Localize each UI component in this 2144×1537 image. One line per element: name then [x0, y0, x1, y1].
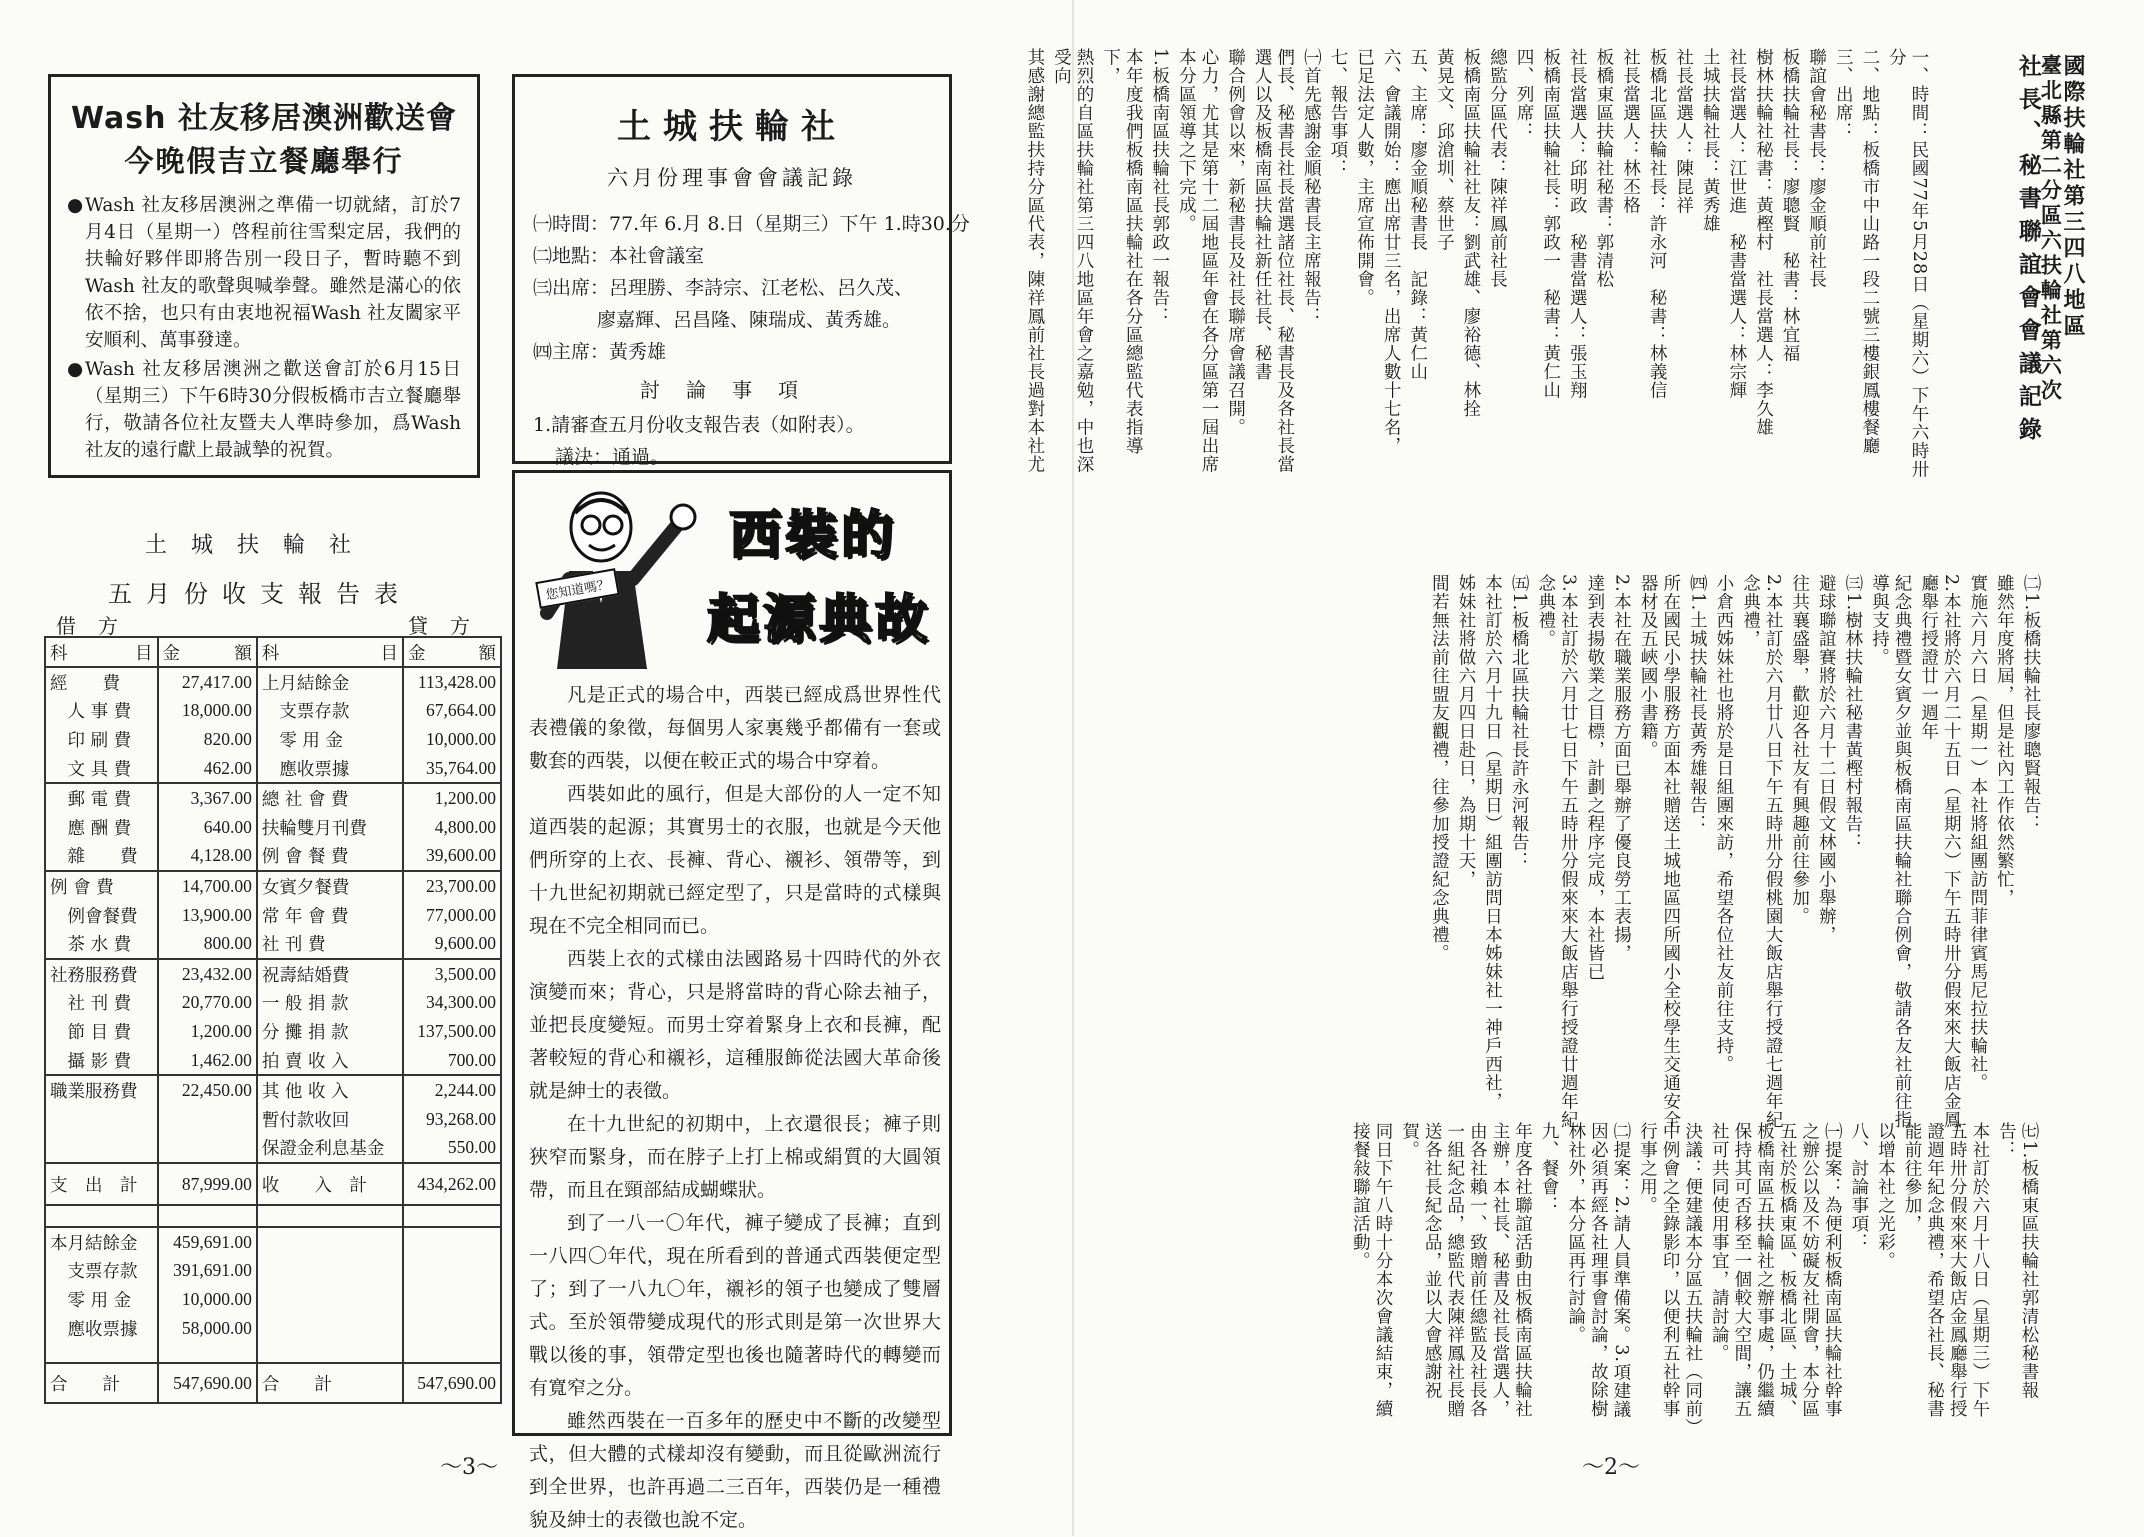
item-cell: 女賓夕餐費 [257, 871, 403, 901]
minutes-topic-heading: 討論事項 [640, 378, 824, 402]
balance-rows [45, 1227, 501, 1342]
table-row [45, 842, 501, 872]
item-cell: 上月結餘金 [257, 667, 403, 697]
minutes-line: 往共襄盛舉，歡迎各社友有興趣前往參加。 [1789, 574, 1810, 926]
amount-cell: 3,367.00 [158, 783, 257, 813]
expense-total-value: 87,999.00 [158, 1163, 257, 1205]
minutes-line: 避球聯誼賽將於六月十二日假文林國小舉辦， [1816, 574, 1837, 944]
amount-cell: 3,500.00 [403, 959, 501, 989]
minutes-line: 二、地點：板橋市中山路一段二號三樓銀鳳樓餐廳 [1859, 48, 1880, 455]
amount-cell: 1,200.00 [403, 783, 501, 813]
minutes-line: 六、會議開始：應出席廿三名，出席人數十七名， [1381, 48, 1402, 455]
bullet-icon: ● [67, 195, 84, 216]
amount-cell [158, 1105, 257, 1134]
amount-cell: 800.00 [158, 929, 257, 959]
item-cell: 節 目 費 [45, 1017, 158, 1046]
item-cell: 拍 賣 收 入 [257, 1046, 403, 1076]
item-cell: 社務服務費 [45, 959, 158, 989]
amount-cell: 58,000.00 [158, 1314, 257, 1343]
amount-cell: 23,700.00 [403, 871, 501, 901]
wash-item-text: Wash 社友移居澳洲之歡送會訂於6月15日（星期三）下午6時30分假板橋市吉立餐廳舉行，敬請各位社友暨夫人準時參加，爲Wash 社友的遠行獻上最誠摯的祝賀。 [85, 359, 461, 461]
amount-cell: 4,128.00 [158, 842, 257, 872]
finance-club-name: 土城扶輪社 [144, 533, 375, 558]
finance-debit-label: 借方 [56, 614, 140, 638]
article-paragraph: 西裝如此的風行，但是大部份的人一定不知道西裝的起源；其實男士的衣服，也就是今天他們所穿的上衣、長褲、背心、襯衫、領帶等，到十九世紀初期就已經定型了，只是當時的式樣與現在不完全相同而已。 [529, 783, 941, 937]
minutes-line: 紀念典禮暨女賓夕並與板橋南區扶輪社聯合例會，敬請各友社前往指導與支持。 [1869, 574, 1913, 1129]
minutes-line: 九、餐會： [1539, 1122, 1560, 1215]
amount-cell: 27,417.00 [158, 667, 257, 697]
amount-cell: 462.00 [158, 754, 257, 784]
minutes-line: 實施六月六日（星期一）本社將組團訪問菲律賓馬尼拉扶輪社。 [1967, 574, 1988, 1092]
meeting-top-block [1024, 48, 2040, 488]
meeting-mid-block [1094, 574, 2042, 1134]
minutes-line: 所在國民小學服務方面本社贈送土城地區四所國小全校學生交通安全器材及五峽國小書籍。 [1638, 574, 1681, 1129]
minutes-line: 社長當選人：陳昆祥 [1673, 48, 1694, 215]
header-district: 國際扶輪社第三四八地區 [2060, 54, 2086, 340]
minutes-club-name: 土城扶輪社 [617, 107, 847, 147]
item-cell: 雜 費 [45, 842, 158, 872]
minutes-line: 熱烈的自區扶輪社第三四八地區年會之嘉勉，中也深受向 [1051, 48, 1094, 474]
minutes-line: 小倉西姊妹社也將於是日組團來訪，希望各位社友前往支持。 [1713, 574, 1734, 1074]
amount-cell [158, 1134, 257, 1164]
man-cartoon-icon [529, 483, 709, 669]
minutes-line: ㈡1.板橋扶輪社長廖聰賢報告： [2021, 574, 2041, 834]
minutes-line: 3.本社訂於六月廿七日下午五時卅分假來來大飯店舉行授證廿週年紀念典禮。 [1535, 574, 1579, 1130]
minutes-line: ㈡提案：2.請人員準備案。3.項建議因必須再經各社理事會討論，故除樹林社外，本分區再行討論。 [1565, 1122, 1631, 1419]
wash-item-text: Wash 社友移居澳洲之準備一切就緒，訂於7月4日（星期一）啓程前往雪梨定居，我們的扶輪好夥伴即將告別一段日子，暫時聽不到Wash 社友的歌聲與喊拳聲。雖然是滿心的依依不捨，也只有由衷地祝福Wash 社友闔家平安順利、萬事發達。 [85, 195, 461, 351]
table-row [45, 1257, 501, 1286]
amount-cell: 1,200.00 [158, 1017, 257, 1046]
item-cell: 祝壽結婚費 [257, 959, 403, 989]
minutes-line: 間若無法前往盟友觀禮，往參加授證紀念典禮。 [1429, 574, 1450, 963]
finance-rows [45, 667, 501, 1163]
board-meeting-minutes [512, 74, 970, 468]
amount-cell: 4,800.00 [403, 813, 501, 842]
minutes-line: 一、時間：民國77年5月28日（星期六）下午六時卅分 [1886, 48, 1929, 479]
minutes-line: 2.本社在職業服務方面已舉辦了優良勞工表揚， [1611, 574, 1632, 963]
item-cell: 常 年 會 費 [257, 901, 403, 930]
minutes-line: 其感謝總監扶持分區代表，陳祥鳳前社長過對本社尤 [1024, 48, 1045, 474]
table-row [45, 1134, 501, 1164]
amount-cell: 9,600.00 [403, 929, 501, 959]
minutes-item-result: 議決：通過。 [555, 446, 670, 468]
table-row [45, 929, 501, 959]
minutes-line: 雖然年度將屆，但是社內工作依然繁忙， [1994, 574, 2015, 907]
amount-cell: 23,432.00 [158, 959, 257, 989]
header-group: 臺北縣第二分區六扶輪社第六次 [2038, 54, 2064, 404]
minutes-line: 同日下午八時十分本次會議結束，續接餐敍聯誼活動。 [1350, 1122, 1393, 1418]
table-row [45, 901, 501, 930]
item-cell: 保證金利息基金 [257, 1134, 403, 1164]
page-number-left: ～3～ [440, 1455, 498, 1480]
grand-total-value: 547,690.00 [403, 1363, 501, 1403]
minutes-line: 板橋北區扶輪社長：許永河 秘書：林義信 [1647, 48, 1668, 400]
wash-notice-item [67, 356, 461, 464]
table-row [45, 667, 501, 697]
amount-cell: 1,462.00 [158, 1046, 257, 1076]
item-cell: 例會餐費 [45, 901, 158, 930]
income-total-label: 收 入 計 [257, 1163, 403, 1205]
amount-cell: 93,268.00 [403, 1105, 501, 1134]
amount-cell: 14,700.00 [158, 871, 257, 901]
minutes-line: 們長、秘書長社長當選諸位社長、秘書長及各社長當選人以及板橋南區扶輪社新任社長、秘書 [1252, 48, 1295, 474]
amount-cell: 113,428.00 [403, 667, 501, 697]
item-cell: 經 費 [45, 667, 158, 697]
item-cell: 郵 電 費 [45, 783, 158, 813]
col-header: 金 額 [158, 637, 257, 667]
minutes-line: 社長當選人：邱明政 秘書當選人：張玉翔 [1567, 48, 1588, 400]
grand-total-row [45, 1363, 501, 1403]
minutes-place: ㈡地點：本社會議室 [533, 245, 705, 267]
minutes-line: ㈣1.土城扶輪社長黃秀雄報告： [1687, 574, 1708, 834]
minutes-line: 黃晃文、邱滄圳、蔡世子 [1434, 48, 1455, 252]
table-row [45, 754, 501, 784]
amount-cell: 18,000.00 [158, 697, 257, 726]
article-paragraph: 凡是正式的場合中，西裝已經成爲世界性代表禮儀的象徵，每個男人家裏幾乎都備有一套或數套的西裝，以便在較正式的場合中穿着。 [529, 684, 941, 772]
item-cell: 暫付款收回 [257, 1105, 403, 1134]
minutes-line: 七、報告事項： [1327, 48, 1348, 178]
item-cell: 印 刷 費 [45, 725, 158, 754]
minutes-line: 以增本社之光彩。 [1875, 1122, 1896, 1270]
minutes-line: 本年度我們板橋南區扶輪社在各分區總監代表指導下， [1100, 48, 1144, 455]
article-title-line1: 西裝的 [729, 506, 898, 566]
table-row [45, 959, 501, 989]
bullet-icon: ● [67, 359, 84, 380]
minutes-line: 板橋南區扶輪社社友：劉武雄、廖裕德、林拴 [1460, 48, 1481, 418]
amount-cell: 2,244.00 [403, 1075, 501, 1105]
minutes-line: 本社訂於六月十八日（星期三）下午五時卅分假來來大飯店金鳳廳舉行授證週年紀念典禮，希望各社長、秘書能前往參加， [1902, 1122, 1990, 1418]
table-row [45, 871, 501, 901]
col-header: 科 目 [257, 637, 403, 667]
article-body [529, 679, 941, 1537]
minutes-time: ㈠時間：77.年 6.月 8.日（星期三）下午 1.時30.分 [533, 213, 970, 235]
table-row [45, 1314, 501, 1343]
article-banner [515, 473, 949, 673]
grand-total-label: 合 計 [45, 1363, 158, 1403]
table-row [45, 1105, 501, 1134]
article-paragraph: 到了一八一〇年代，褲子變成了長褲；直到一八四〇年代，現在所看到的普通式西裝便定型了；到了一八九〇年，襯衫的領子也變成了雙層式。至於領帶變成現代的形式則是第一次世界大戰以後的事，領帶定型也後也隨著時代的轉變而有寬窄之分。 [529, 1212, 941, 1399]
article-title-line2: 起源典故 [707, 590, 932, 650]
table-row [45, 989, 501, 1018]
amount-cell: 391,691.00 [158, 1257, 257, 1286]
page-number-right: ～2～ [1582, 1455, 1640, 1480]
minutes-chair: ㈣主席：黃秀雄 [533, 341, 667, 363]
article-paragraph: 雖然西裝在一百多年的歷史中不斷的改變型式，但大體的式樣却沒有變動，而且從歐洲流行到全世界，也許再過二三百年，西裝仍是一種禮貌及紳士的表徵也說不定。 [529, 1410, 941, 1531]
minutes-line: 三、出席： [1833, 48, 1854, 141]
totals-row [45, 1163, 501, 1205]
amount-cell: 13,900.00 [158, 901, 257, 930]
meeting-bottom-block [1120, 1122, 2040, 1432]
wash-farewell-notice [48, 74, 480, 478]
minutes-line: 決議：便建議本分區五扶輪社（同前）中例會之全錄影印，以便利五社幹事行事之用。 [1637, 1122, 1703, 1428]
col-header: 科 目 [45, 637, 158, 667]
minutes-line: ㈢1.樹林扶輪社秘書黃樫村報告： [1842, 574, 1863, 852]
minutes-line: ㈠首先感謝金順秘書長主席報告： [1301, 48, 1322, 326]
amount-cell: 550.00 [403, 1134, 501, 1164]
minutes-line: 年度各社聯誼活動由板橋南區扶輪社主辦，本社長、秘書及社長當選人，由各社賴一、致贈前任總監及社長各一組紀念品，總監代表陳祥鳳社長贈送各社長紀念品，並以大會感謝祝賀。 [1399, 1122, 1533, 1418]
item-cell: 其 他 收 入 [257, 1075, 403, 1105]
table-row [45, 1285, 501, 1314]
amount-cell: 137,500.00 [403, 1017, 501, 1046]
item-cell: 社 刊 費 [45, 989, 158, 1018]
item-cell: 應收票據 [257, 754, 403, 784]
minutes-line: 心力，尤其是第十二屆地區年會在各分區第一屆出席本分區領導之下完成。 [1176, 48, 1219, 474]
amount-cell: 35,764.00 [403, 754, 501, 784]
amount-cell: 10,000.00 [403, 725, 501, 754]
minutes-line: 達到表揚敬業之目標，計劃之程序完成，本社皆已 [1584, 574, 1605, 981]
minutes-line: 1.板橋南區扶輪社長郭政一報告： [1149, 48, 1170, 326]
item-cell [45, 1134, 158, 1164]
amount-cell: 459,691.00 [158, 1227, 257, 1257]
minutes-line: 2.本社將於六月二十五日（星期六）下午五時卅分假來來大飯店金鳳廳舉行授證廿一週年 [1918, 574, 1962, 1130]
minutes-line: 總監分區代表：陳祥鳳前社長 [1487, 48, 1508, 289]
table-header-row [45, 637, 501, 667]
minutes-line: 八、討論事項： [1848, 1122, 1869, 1252]
table-row [45, 813, 501, 842]
amount-cell: 20,770.00 [158, 989, 257, 1018]
finance-table [44, 636, 502, 1404]
minutes-line: 社長當選人：林丕格 [1620, 48, 1641, 215]
item-cell: 零 用 金 [45, 1285, 158, 1314]
grand-total-label: 合 計 [257, 1363, 403, 1403]
minutes-attendees-cont: 廖嘉輝、呂昌隆、陳瑞成、黃秀雄。 [597, 309, 902, 331]
minutes-line: 已足法定人數，主席宣佈開會。 [1354, 48, 1375, 307]
amount-cell: 700.00 [403, 1046, 501, 1076]
minutes-line: 板橋扶輪社長：廖聰賢 秘書：林宜福 [1780, 48, 1801, 363]
finance-credit-label: 貸方 [408, 614, 492, 638]
item-cell: 一 般 捐 款 [257, 989, 403, 1018]
col-header: 金 額 [403, 637, 501, 667]
item-cell: 支票存款 [257, 697, 403, 726]
wash-notice-title: Wash 社友移居澳洲歡送會 [71, 101, 457, 136]
table-row [45, 725, 501, 754]
item-cell [45, 1105, 158, 1134]
table-row [45, 1017, 501, 1046]
income-total-value: 434,262.00 [403, 1163, 501, 1205]
item-cell: 人 事 費 [45, 697, 158, 726]
minutes-line: 聯合例會以來，新秘書長及社長聯席會議召開。 [1225, 48, 1246, 437]
minutes-line: 板橋東區扶輪社秘書：郭清松 [1593, 48, 1614, 289]
wash-notice-subtitle: 今晚假吉立餐廳舉行 [124, 144, 404, 178]
item-cell: 文 具 費 [45, 754, 158, 784]
item-cell: 應收票據 [45, 1314, 158, 1343]
grand-total-value: 547,690.00 [158, 1363, 257, 1403]
minutes-attendees: ㈢出席：呂理勝、李詩宗、江老松、呂久茂、 [533, 277, 914, 299]
item-cell: 職業服務費 [45, 1075, 158, 1105]
item-cell: 零 用 金 [257, 725, 403, 754]
finance-report-title: 五月份收支報告表 [108, 580, 412, 608]
table-row [45, 1075, 501, 1105]
item-cell: 支票存款 [45, 1257, 158, 1286]
minutes-line: 姊妹社將做六月四日赴日，為期十天， [1455, 574, 1476, 889]
minutes-line: 板橋南區扶輪社長：郭政一 秘書：黃仁山 [1540, 48, 1561, 400]
minutes-line: 樹林扶輪社秘書：黃樫村 社長當選人：李久雄 [1753, 48, 1774, 437]
minutes-line: ㈤1.板橋北區扶輪社長許永河報告： [1509, 574, 1530, 871]
expense-total-label: 支 出 計 [45, 1163, 158, 1205]
amount-cell: 10,000.00 [158, 1285, 257, 1314]
item-cell: 分 攤 捐 款 [257, 1017, 403, 1046]
minutes-line: ㈦1.板橋東區扶輪社郭清松秘書報告： [1996, 1122, 2039, 1400]
item-cell: 總 社 會 費 [257, 783, 403, 813]
wash-notice-item [67, 192, 461, 354]
item-cell: 應 酬 費 [45, 813, 158, 842]
amount-cell: 640.00 [158, 813, 257, 842]
item-cell: 社 刊 費 [257, 929, 403, 959]
table-row [45, 697, 501, 726]
amount-cell: 77,000.00 [403, 901, 501, 930]
minutes-line: 社長當選人：江世進 秘書當選人：林宗輝 [1726, 48, 1747, 400]
item-cell: 例 會 餐 費 [257, 842, 403, 872]
article-paragraph: 在十九世紀的初期中，上衣還很長；褲子則狹窄而緊身，而在脖子上打上棉或絹質的大圓領帶，而且在頸部結成蝴蝶狀。 [529, 1113, 941, 1201]
item-cell: 本月結餘金 [45, 1227, 158, 1257]
minutes-line: 本社訂於六月十九日（星期日）組團訪問日本姊妹社一神戶西社， [1482, 574, 1503, 1111]
amount-cell: 34,300.00 [403, 989, 501, 1018]
table-row [45, 1227, 501, 1257]
item-cell: 攝 影 費 [45, 1046, 158, 1076]
amount-cell: 22,450.00 [158, 1075, 257, 1105]
item-cell: 扶輪雙月刊費 [257, 813, 403, 842]
amount-cell: 39,600.00 [403, 842, 501, 872]
table-row [45, 1046, 501, 1076]
minutes-line: 五、主席：廖金順秘書長 記錄：黃仁山 [1407, 48, 1428, 381]
amount-cell: 820.00 [158, 725, 257, 754]
minutes-item: 1.請審查五月份收支報告表（如附表）。 [533, 414, 865, 436]
header-title: 社長、秘書聯誼會會議記錄 [2014, 54, 2042, 450]
minutes-line: 四、列席： [1514, 48, 1535, 141]
item-cell: 茶 水 費 [45, 929, 158, 959]
table-row [45, 783, 501, 813]
did-you-know-sign: 您知道嗎？ [535, 568, 619, 609]
amount-cell: 67,664.00 [403, 697, 501, 726]
minutes-line: 土城扶輪社長：黃秀雄 [1700, 48, 1721, 233]
article-paragraph: 西裝上衣的式樣由法國路易十四時代的外衣演變而來；背心，只是將當時的背心除去袖子，並把長度變短。而男士穿着緊身上衣和長褲，配著較短的背心和襯衫，這種服飾從法國大革命後就是紳士的表徵。 [529, 948, 941, 1102]
minutes-line: 2.本社訂於六月廿八日下午五時卅分假桃園大飯店舉行授證七週年紀念典禮， [1740, 574, 1784, 1130]
minutes-line: 聯誼會秘書長：廖金順前社長 [1806, 48, 1827, 289]
item-cell: 例 會 費 [45, 871, 158, 901]
suit-origin-article [512, 470, 952, 1531]
minutes-title: 六月份理事會會議記錄 [607, 166, 857, 190]
minutes-line: ㈠提案：為便利板橋南區扶輪社幹事之辦公以及不妨礙友社開會，本分區五社於板橋東區、板橋北區、土城、板橋南區五扶輪社之辦事處，仍繼續保持其可否移至一個較大空間，讓五社可共同使用事宜，請討論。 [1709, 1122, 1843, 1418]
